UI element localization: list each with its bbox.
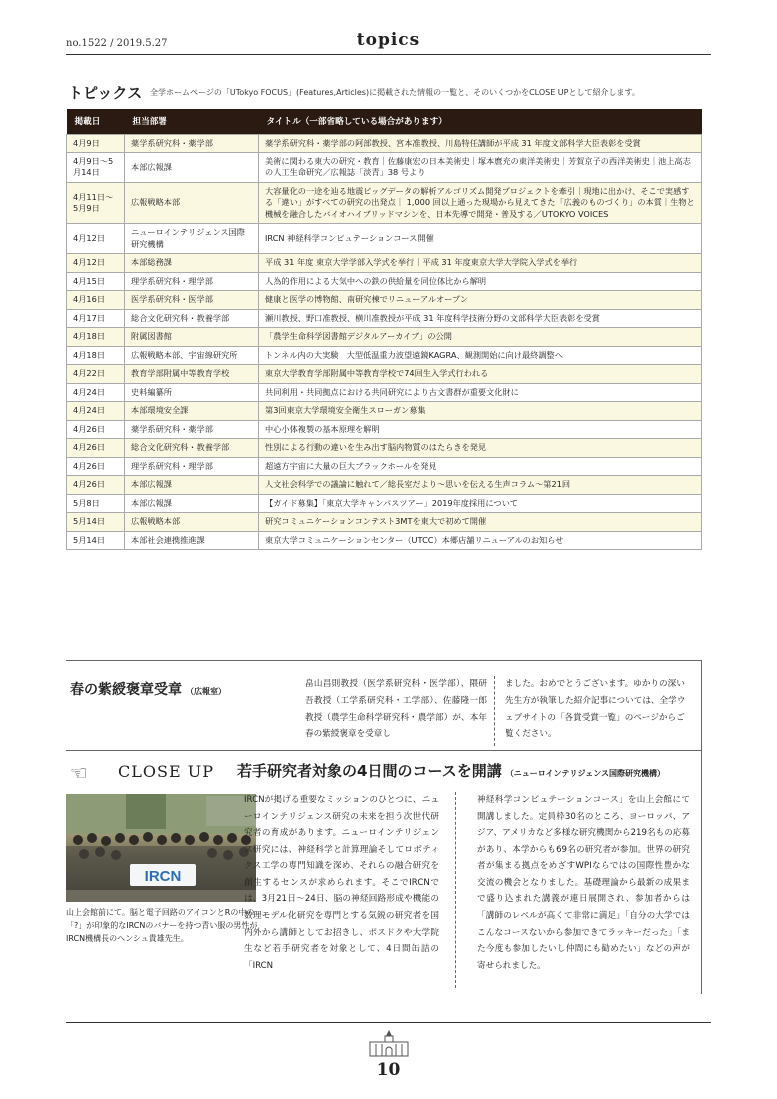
row-date: 4月26日 [67, 476, 125, 494]
row-dept: 広報戦略本部 [125, 513, 259, 531]
column-header-dept: 担当部署 [125, 109, 259, 134]
row-date: 5月14日 [67, 531, 125, 549]
row-dept: 理学系研究科・理学部 [125, 457, 259, 475]
row-dept: ニューロインテリジェンス国際研究機構 [125, 224, 259, 254]
row-dept: 史料編纂所 [125, 383, 259, 401]
table-row [67, 402, 702, 420]
row-title: 人為的作用による大気中への鉄の供給量を同位体比から解明 [259, 272, 702, 290]
table-row [67, 134, 702, 152]
photo-caption: 山上会館前にて。脳と電子回路のアイコンとRの中の「?」が印象的なIRCNのバナーを持つ青い服の男性がIRCN機構長のヘンシュ貴雄先生。 [66, 908, 258, 944]
row-date: 5月14日 [67, 513, 125, 531]
row-date: 4月18日 [67, 328, 125, 346]
table-row [67, 383, 702, 401]
table-row [67, 346, 702, 364]
section-divider [66, 750, 702, 751]
row-date: 4月12日 [67, 254, 125, 272]
row-title: 超遠方宇宙に大量の巨大ブラックホールを発見 [259, 457, 702, 475]
row-dept: 本部広報課 [125, 476, 259, 494]
award-text-col1: 畠山昌則教授（医学系研究科・医学部）、隈研吾教授（工学系研究科・工学部）、佐藤隆一郎教授（農学生命科学研究科・農学部）が、本年春の紫綬褒章を受章し [305, 679, 487, 740]
row-title: 健康と医学の博物館、南研究棟でリニューアルオープン [259, 291, 702, 309]
table-row [67, 531, 702, 549]
table-row [67, 494, 702, 512]
row-title: 性別による行動の違いを生み出す脳内物質のはたらきを発見 [259, 439, 702, 457]
row-title: トンネル内の大実験 大型低温重力波望遠鏡KAGRA、観測開始に向け最終調整へ [259, 346, 702, 364]
award-title: 春の紫綬褒章受章 [70, 682, 182, 698]
row-date: 4月24日 [67, 402, 125, 420]
table-row [67, 152, 702, 182]
row-title: 中心小体複製の基本原理を解明 [259, 420, 702, 438]
row-date: 4月12日 [67, 224, 125, 254]
table-row [67, 182, 702, 223]
group-photo [66, 794, 256, 902]
row-date: 4月17日 [67, 309, 125, 327]
row-title: 共同利用・共同拠点における共同研究により古文書群が重要文化財に [259, 383, 702, 401]
row-dept: 広報戦略本部、宇宙線研究所 [125, 346, 259, 364]
pointing-hand-icon: ☜ [70, 761, 88, 785]
row-dept: 本部広報課 [125, 494, 259, 512]
topics-heading: トピックス [68, 84, 143, 102]
closeup-heading [237, 760, 665, 781]
row-title: 【ガイド募集】「東京大学キャンパスツアー」2019年度採用について [259, 494, 702, 512]
table-row [67, 439, 702, 457]
closeup-label: CLOSE UP [118, 762, 214, 781]
column-header-title: タイトル（一部省略している場合があります） [259, 109, 702, 134]
row-dept: 薬学系研究科・薬学部 [125, 420, 259, 438]
building-icon [366, 1028, 412, 1062]
row-title: 「農学生命科学図書館デジタルアーカイブ」の公開 [259, 328, 702, 346]
table-row [67, 476, 702, 494]
row-title: IRCN 神経科学コンピュテーションコース開催 [259, 224, 702, 254]
table-row [67, 224, 702, 254]
table-row [67, 291, 702, 309]
row-dept: 本部環境安全課 [125, 402, 259, 420]
table-row [67, 272, 702, 290]
topics-table [66, 109, 702, 550]
row-dept: 総合文化研究科・教養学部 [125, 309, 259, 327]
award-source: （広報室） [186, 687, 226, 696]
row-title: 平成 31 年度 東京大学学部入学式を挙行｜平成 31 年度東京大学大学院入学式を挙行 [259, 254, 702, 272]
closeup-title: 若手研究者対象の4日間のコースを開講 [237, 762, 502, 780]
row-date: 4月26日 [67, 457, 125, 475]
table-header-row [67, 109, 702, 134]
closeup-source: （ニューロインテリジェンス国際研究機構） [505, 769, 666, 778]
row-title: 第3回東京大学環境安全衛生スローガン募集 [259, 402, 702, 420]
header-rule [66, 54, 711, 55]
award-text-col2: ました。おめでとうございます。ゆかりの深い先生方が執筆した紹介記事については、全学ウェブサイトの「各賞受賞一覧」のページからご覧ください。 [505, 679, 686, 740]
page-number: 10 [376, 1060, 401, 1080]
row-date: 4月18日 [67, 346, 125, 364]
table-row [67, 365, 702, 383]
row-title: 大容量化の一途を辿る地震ビッグデータの解析アルゴリズム開発プロジェクトを牽引｜現地に出かけ、そこで実感する「違い」がすべての研究の出発点｜ 1,000 回以上通った現場から見えてきた「広義のものづくり」の本質｜生物と機械を融合したバイオハイブリッドマシンを、日本先導で開発・普及する／UTOKYO VOICES [259, 182, 702, 223]
row-title: 東京大学教育学部附属中等教育学校で74回生入学式行われる [259, 365, 702, 383]
row-date: 4月16日 [67, 291, 125, 309]
row-dept: 本部総務課 [125, 254, 259, 272]
row-dept: 本部広報課 [125, 152, 259, 182]
row-title: 美術に関わる東大の研究・教育｜佐藤康宏の日本美術史｜塚本麿充の東洋美術史｜芳賀京子の西洋美術史｜池上高志の人工生命研究／広報誌「淡青」38 号より [259, 152, 702, 182]
table-row [67, 309, 702, 327]
row-dept: 本部社会連携推進課 [125, 531, 259, 549]
row-date: 4月24日 [67, 383, 125, 401]
row-dept: 総合文化研究科・教養学部 [125, 439, 259, 457]
row-dept: 理学系研究科・理学部 [125, 272, 259, 290]
award-heading [70, 679, 226, 699]
row-date: 4月9日 [67, 134, 125, 152]
table-row [67, 328, 702, 346]
row-date: 4月11日～5月9日 [67, 182, 125, 223]
row-dept: 教育学部附属中等教育学校 [125, 365, 259, 383]
row-title: 瀬川教授、野口准教授、横川准教授が平成 31 年度科学技術分野の文部科学大臣表彰を受賞 [259, 309, 702, 327]
closeup-text-col1: IRCNが掲げる重要なミッションのひとつに、ニューロインテリジェンス研究の未来を担う次世代研究者の育成があります。ニューロインテリジェンス研究には、神経科学と計算理論そしてロボティクス工学の専門知識を深め、それらの融合研究を創生するセンスが求められます。そこでIRCNでは、3月21日～24日、脳の神経回路形成や機能の数理モデル化研究を専門とする気鋭の研究者を国内外から講師としてお招きし、ポスドクや大学院生など若手研究者を対象として、4日間缶詰の「IRCN [244, 795, 439, 971]
row-title: 人文社会科学での議論に触れて／総長室だより～思いを伝える生声コラム～第21回 [259, 476, 702, 494]
row-dept: 医学系研究科・医学部 [125, 291, 259, 309]
table-row [67, 254, 702, 272]
footer-rule [66, 1022, 711, 1023]
column-header-date: 掲載日 [67, 109, 125, 134]
table-row [67, 513, 702, 531]
issue-number: no.1522 / 2019.5.27 [66, 38, 168, 49]
row-date: 4月26日 [67, 420, 125, 438]
closeup-text-col2: 神経科学コンピュテーションコース」を山上会館にて開講しました。定員枠30名のところ、ヨーロッパ、アジア、アメリカなど多様な研究機関から219名もの応募があり、本学からも69名の研究者が参加。世界の研究者が集まる拠点をめざすWPIならではの国際性豊かな交流の機会となりました。基礎理論から最新の成果まで盛り込まれた講義が連日展開され、参加者からは「講師のレベルが高くて非常に満足」「自分の大学ではこんなコースないから参加できてラッキーだった」「また今度も参加したいし仲間にも勧めたい」などの声が寄せられました。 [477, 795, 690, 971]
row-date: 4月22日 [67, 365, 125, 383]
row-date: 5月8日 [67, 494, 125, 512]
column-divider [494, 676, 495, 746]
row-dept: 附属図書館 [125, 328, 259, 346]
topics-description: 全学ホームページの「UTokyo FOCUS」(Features,Articles)に掲載された情報の一覧と、そのいくつかをCLOSE UPとして紹介します。 [150, 88, 640, 97]
row-title: 薬学系研究科・薬学部の阿部教授、宮本准教授、川島特任講師が平成 31 年度文部科学大臣表彰を受賞 [259, 134, 702, 152]
row-date: 4月15日 [67, 272, 125, 290]
row-date: 4月9日～5月14日 [67, 152, 125, 182]
table-row [67, 420, 702, 438]
row-title: 東京大学コミュニケーションセンター（UTCC）本郷店舗リニューアルのお知らせ [259, 531, 702, 549]
photo-banner-text: IRCN [144, 868, 182, 885]
column-divider [455, 792, 456, 988]
section-title: topics [356, 30, 421, 50]
row-title: 研究コミュニケーションコンテスト3MTを東大で初めて開催 [259, 513, 702, 531]
row-dept: 薬学系研究科・薬学部 [125, 134, 259, 152]
row-dept: 広報戦略本部 [125, 182, 259, 223]
row-date: 4月26日 [67, 439, 125, 457]
table-row [67, 457, 702, 475]
